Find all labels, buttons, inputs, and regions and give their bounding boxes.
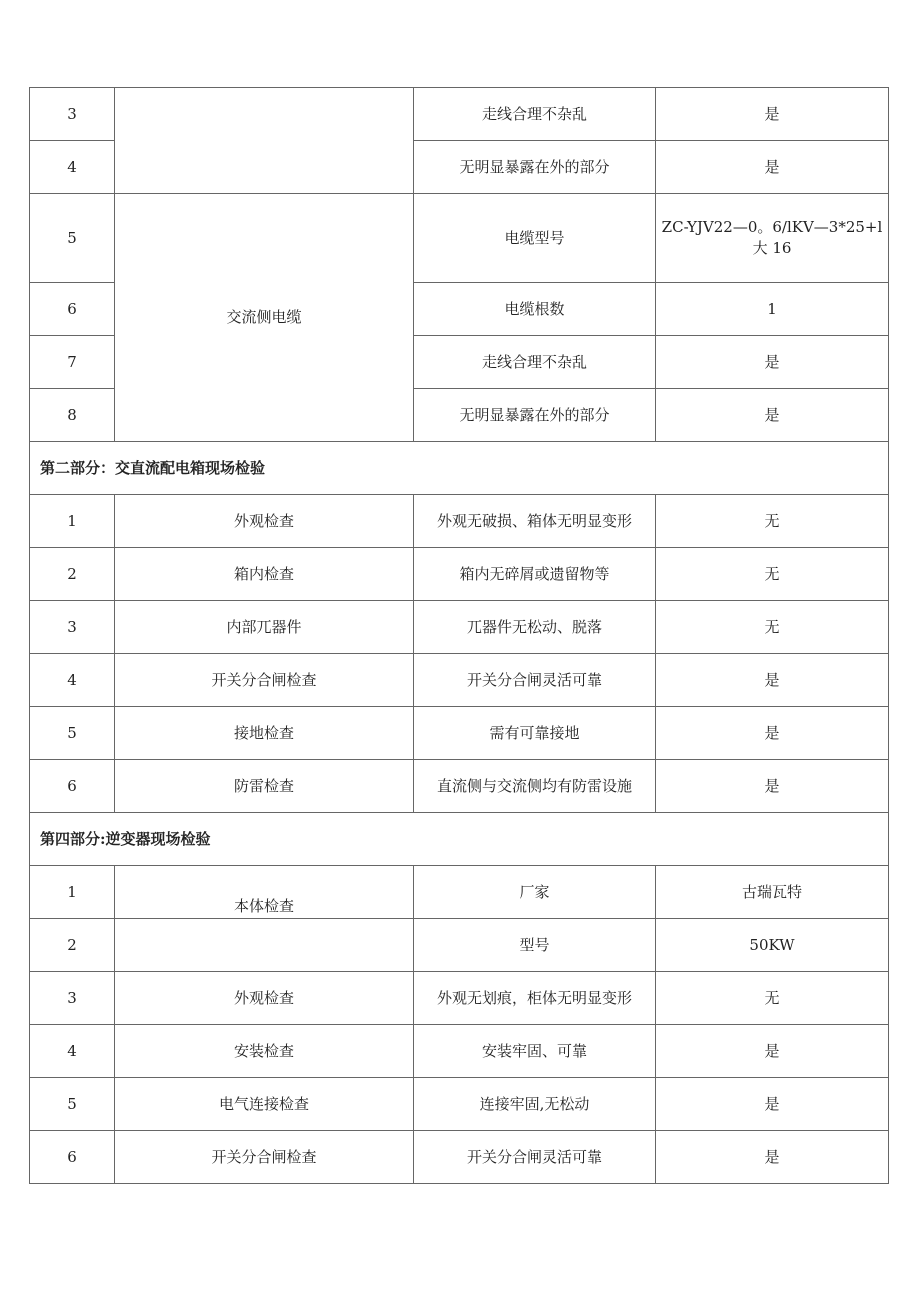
row-number: 3 <box>30 88 115 141</box>
row-number: 4 <box>30 141 115 194</box>
body-check-label: 本体检查 <box>233 896 294 915</box>
result-cell: 是 <box>656 88 889 141</box>
result-cell: 无 <box>656 548 889 601</box>
check-cell: 外观无破损、箱体无明显变形 <box>414 495 656 548</box>
item-cell: 电气连接检查 <box>115 1078 414 1131</box>
item-cell: 开关分合闸检查 <box>115 654 414 707</box>
item-cell-empty <box>115 88 414 194</box>
item-cell: 接地检查 <box>115 707 414 760</box>
result-cell: 古瑞瓦特 <box>656 866 889 919</box>
item-cell: 外观检查 <box>115 495 414 548</box>
check-cell <box>414 283 656 336</box>
result-cell: 无 <box>656 601 889 654</box>
check-cell: 开关分合闸灵活可靠 <box>414 1131 656 1184</box>
check-cell: 连接牢固,无松动 <box>414 1078 656 1131</box>
check-cell: 兀器件无松动、脱落 <box>414 601 656 654</box>
result-cell: 是 <box>656 1078 889 1131</box>
table-row <box>30 601 889 654</box>
check-cell: 需有可靠接地 <box>414 707 656 760</box>
result-cell: 是 <box>656 389 889 442</box>
check-cell: 无明显暴露在外的部分 <box>414 389 656 442</box>
row-number: 1 <box>30 495 115 548</box>
row-number: 3 <box>30 601 115 654</box>
row-number: 6 <box>30 283 115 336</box>
row-number: 6 <box>30 1131 115 1184</box>
item-cell: 箱内检查 <box>115 548 414 601</box>
table-row <box>30 194 889 283</box>
table-row <box>30 972 889 1025</box>
table-row <box>30 548 889 601</box>
result-cell: 是 <box>656 141 889 194</box>
row-number: 8 <box>30 389 115 442</box>
check-cell: 开关分合闸灵活可靠 <box>414 654 656 707</box>
row-number: 2 <box>30 919 115 972</box>
item-cell: 安装检查 <box>115 1025 414 1078</box>
item-cell: 内部兀器件 <box>115 601 414 654</box>
check-cell: 走线合理不杂乱 <box>414 336 656 389</box>
ac-cable-label: 交流侧电缆 <box>226 308 302 326</box>
table-row <box>30 88 889 141</box>
table-row <box>30 866 889 919</box>
result-cell: 是 <box>656 760 889 813</box>
table-row <box>30 495 889 548</box>
row-number: 2 <box>30 548 115 601</box>
check-cell: 直流侧与交流侧均有防雷设施 <box>414 760 656 813</box>
result-cell: 是 <box>656 336 889 389</box>
inspection-table <box>29 87 889 1184</box>
table-row <box>30 1025 889 1078</box>
row-number: 4 <box>30 1025 115 1078</box>
table-row <box>30 707 889 760</box>
check-cell: 电缆型号 <box>414 194 656 283</box>
result-cell: 是 <box>656 1025 889 1078</box>
row-number: 1 <box>30 866 115 919</box>
row-number: 7 <box>30 336 115 389</box>
table-row <box>30 919 889 972</box>
result-cell-cable-spec <box>656 194 889 283</box>
check-cell: 安装牢固、可靠 <box>414 1025 656 1078</box>
item-cell: 防雷检查 <box>115 760 414 813</box>
check-cell: 走线合理不杂乱 <box>414 88 656 141</box>
item-cell-empty <box>115 919 414 972</box>
check-cell: 无明显暴露在外的部分 <box>414 141 656 194</box>
check-cell: 型号 <box>414 919 656 972</box>
result-cell: 1 <box>656 283 889 336</box>
table-row <box>30 1131 889 1184</box>
table-row <box>30 760 889 813</box>
row-number: 4 <box>30 654 115 707</box>
table-row <box>30 654 889 707</box>
row-number: 3 <box>30 972 115 1025</box>
result-cell: 是 <box>656 707 889 760</box>
check-cell: 外观无划痕，柜体无明显变形 <box>414 972 656 1025</box>
result-cell: 无 <box>656 495 889 548</box>
table-row <box>30 1078 889 1131</box>
cable-spec-line1: ZC-YJV22—0。6/lKV—3*25+l <box>661 218 883 236</box>
section-title: 第四部分:逆变器现场检验 <box>30 813 889 866</box>
item-cell: 外观检查 <box>115 972 414 1025</box>
check-cell: 箱内无碎屑或遗留物等 <box>414 548 656 601</box>
row-number: 5 <box>30 194 115 283</box>
row-number: 5 <box>30 1078 115 1131</box>
check-text: 电缆根数 <box>504 299 565 318</box>
item-cell-ac-cable <box>115 194 414 442</box>
result-cell: 50KW <box>656 919 889 972</box>
section-header-row <box>30 813 889 866</box>
row-number: 6 <box>30 760 115 813</box>
result-cell: 是 <box>656 654 889 707</box>
result-cell: 无 <box>656 972 889 1025</box>
section-title: 第二部分：交直流配电箱现场检验 <box>30 442 889 495</box>
row-number: 5 <box>30 707 115 760</box>
section-header-row <box>30 442 889 495</box>
item-cell-body-check <box>115 866 414 919</box>
check-cell: 厂家 <box>414 866 656 919</box>
result-cell: 是 <box>656 1131 889 1184</box>
cable-spec-line2: 大 16 <box>752 239 792 257</box>
item-cell: 开关分合闸检查 <box>115 1131 414 1184</box>
